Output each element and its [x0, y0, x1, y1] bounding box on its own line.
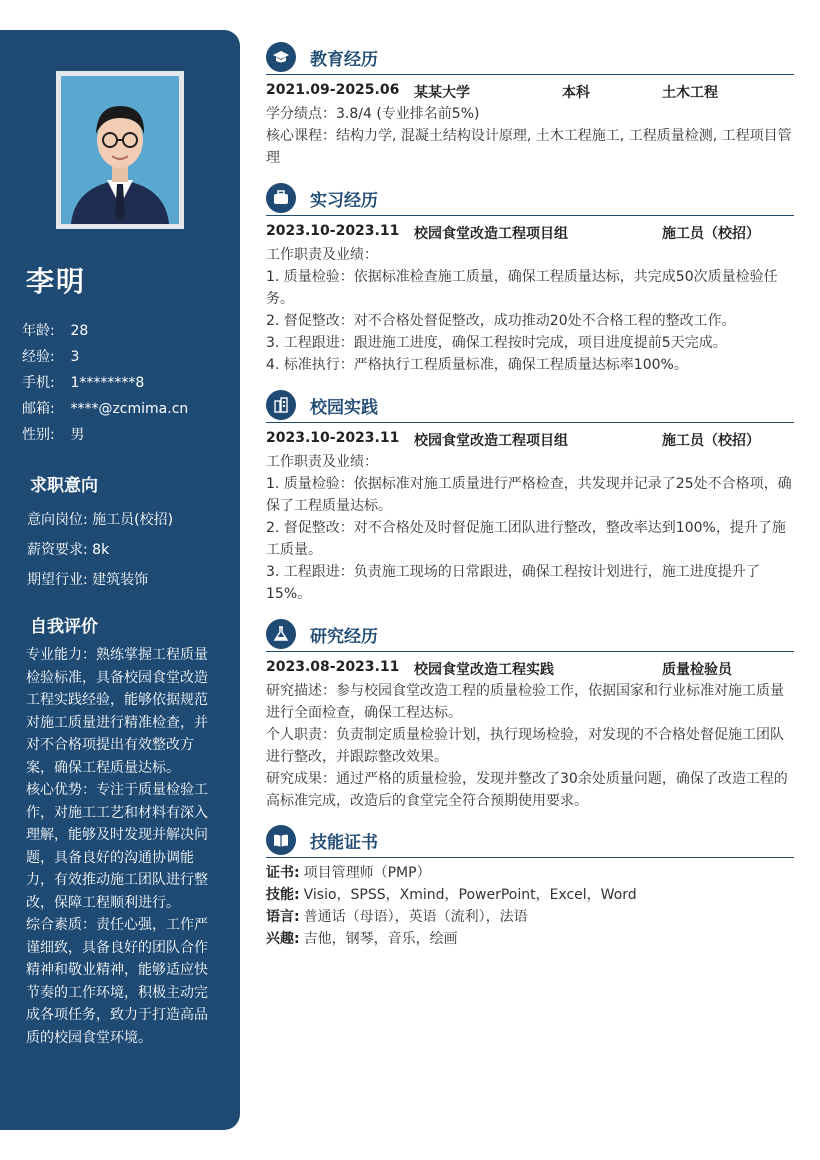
detail-line: 2. 督促整改：对不合格处督促整改，成功推动20处不合格工程的整改工作。 — [266, 313, 736, 329]
info-phone: 手机: 1********8 — [22, 375, 145, 391]
internship-row — [266, 223, 794, 243]
research-row — [266, 659, 794, 679]
candidate-name: 李明 — [26, 265, 87, 298]
section-title: 校园实践 — [310, 398, 378, 418]
internship-period: 2023.10-2023.11 — [266, 223, 400, 239]
research-role: 质量检验员 — [662, 662, 732, 678]
education-period: 2021.09-2025.06 — [266, 82, 400, 98]
detail-line: 1. 质量检验：依据标准对施工质量进行严格检查，共发现并记录了25处不合格项，确保了工程质量达标。 — [266, 476, 792, 514]
skill-row-interest: 兴趣: 吉他，钢琴，音乐，绘画 — [266, 931, 458, 947]
book-icon — [266, 825, 296, 855]
self-evaluation — [26, 644, 218, 1049]
flask-icon — [266, 619, 296, 649]
campus-org: 校园食堂改造工程项目组 — [414, 433, 568, 449]
education-degree: 本科 — [562, 85, 590, 101]
detail-line: 学分绩点：3.8/4 (专业排名前5%) — [266, 106, 480, 122]
section-education-header — [266, 42, 794, 75]
briefcase-icon — [266, 183, 296, 213]
intent-title: 求职意向 — [30, 476, 98, 496]
detail-line: 3. 工程跟进：负责施工现场的日常跟进，确保工程按计划进行，施工进度提升了15%。 — [266, 564, 760, 602]
detail-line: 1. 质量检验：依据标准检查施工质量，确保工程质量达标，共完成50次质量检验任务。 — [266, 269, 778, 307]
eval-paragraph: 专业能力：熟练掌握工程质量检验标准，具备校园食堂改造工程实践经验，能够依据规范对施工质量进行精准检查，并对不合格项提出有效整改方案，确保工程质量达标。 — [26, 647, 208, 776]
education-details — [266, 103, 794, 169]
campus-period: 2023.10-2023.11 — [266, 430, 400, 446]
detail-line: 工作职责及业绩： — [266, 454, 378, 470]
section-title: 研究经历 — [310, 627, 378, 647]
detail-line: 核心课程：结构力学, 混凝土结构设计原理, 土木工程施工, 工程质量检测, 工程项目管理 — [266, 128, 792, 166]
graduation-cap-icon — [266, 42, 296, 72]
section-internship-header — [266, 183, 794, 216]
education-major: 土木工程 — [662, 85, 718, 101]
section-title: 技能证书 — [310, 833, 378, 853]
section-skills-header — [266, 825, 794, 858]
section-research-header — [266, 619, 794, 652]
info-age: 年龄: 28 — [22, 323, 89, 339]
job-intent — [27, 505, 232, 595]
eval-paragraph: 核心优势：专注于质量检验工作，对施工工艺和材料有深入理解，能够及时发现并解决问题，具备良好的沟通协调能力，有效推动施工团队进行整改，保障工程顺利进行。 — [26, 782, 208, 911]
internship-role: 施工员（校招） — [662, 226, 760, 242]
campus-role: 施工员（校招） — [662, 433, 760, 449]
sidebar — [0, 30, 240, 1130]
campus-row — [266, 430, 794, 450]
skill-row-language: 语言: 普通话（母语），英语（流利），法语 — [266, 909, 528, 925]
avatar-photo — [56, 71, 184, 229]
skill-row-certificate: 证书: 项目管理师（PMP） — [266, 865, 431, 881]
detail-line: 4. 标准执行：严格执行工程质量标准，确保工程质量达标率100%。 — [266, 357, 688, 373]
skills-list — [266, 862, 794, 950]
research-details — [266, 680, 794, 812]
personal-info — [22, 318, 232, 448]
intent-position: 意向岗位: 施工员(校招) — [27, 512, 174, 528]
detail-line: 工作职责及业绩： — [266, 247, 378, 263]
internship-details — [266, 244, 794, 376]
detail-line: 个人职责：负责制定质量检验计划，执行现场检验，对发现的不合格处督促施工团队进行整改，并跟踪整改效果。 — [266, 727, 784, 765]
campus-details — [266, 451, 794, 605]
research-org: 校园食堂改造工程实践 — [414, 662, 554, 678]
detail-line: 3. 工程跟进：跟进施工进度，确保工程按时完成，项目进度提前5天完成。 — [266, 335, 727, 351]
detail-line: 研究描述：参与校园食堂改造工程的质量检验工作，依据国家和行业标准对施工质量进行全面检查，确保工程达标。 — [266, 683, 784, 721]
info-experience: 经验: 3 — [22, 349, 80, 365]
detail-line: 2. 督促整改：对不合格处及时督促施工团队进行整改，整改率达到100%，提升了施工质量。 — [266, 520, 786, 558]
eval-paragraph: 综合素质：责任心强，工作严谨细致，具备良好的团队合作精神和敬业精神，能够适应快节奏的工作环境，积极主动完成各项任务，致力于打造高品质的校园食堂环境。 — [26, 917, 208, 1046]
building-icon — [266, 390, 296, 420]
info-email: 邮箱: ****@zcmima.cn — [22, 401, 189, 417]
skill-row-skills: 技能: Visio，SPSS，Xmind，PowerPoint，Excel，Word — [266, 887, 637, 903]
section-title: 教育经历 — [310, 50, 378, 70]
self-eval-title: 自我评价 — [30, 617, 98, 637]
person-portrait-icon — [61, 76, 179, 224]
education-row — [266, 82, 794, 102]
section-campus-header — [266, 390, 794, 423]
intent-industry: 期望行业: 建筑装饰 — [27, 572, 149, 588]
research-period: 2023.08-2023.11 — [266, 659, 400, 675]
section-title: 实习经历 — [310, 191, 378, 211]
intent-salary: 薪资要求: 8k — [27, 542, 110, 558]
detail-line: 研究成果：通过严格的质量检验，发现并整改了30余处质量问题，确保了改造工程的高标准完成，改造后的食堂完全符合预期使用要求。 — [266, 771, 788, 809]
education-school: 某某大学 — [414, 85, 470, 101]
info-gender: 性别: 男 — [22, 427, 85, 443]
internship-org: 校园食堂改造工程项目组 — [414, 226, 568, 242]
